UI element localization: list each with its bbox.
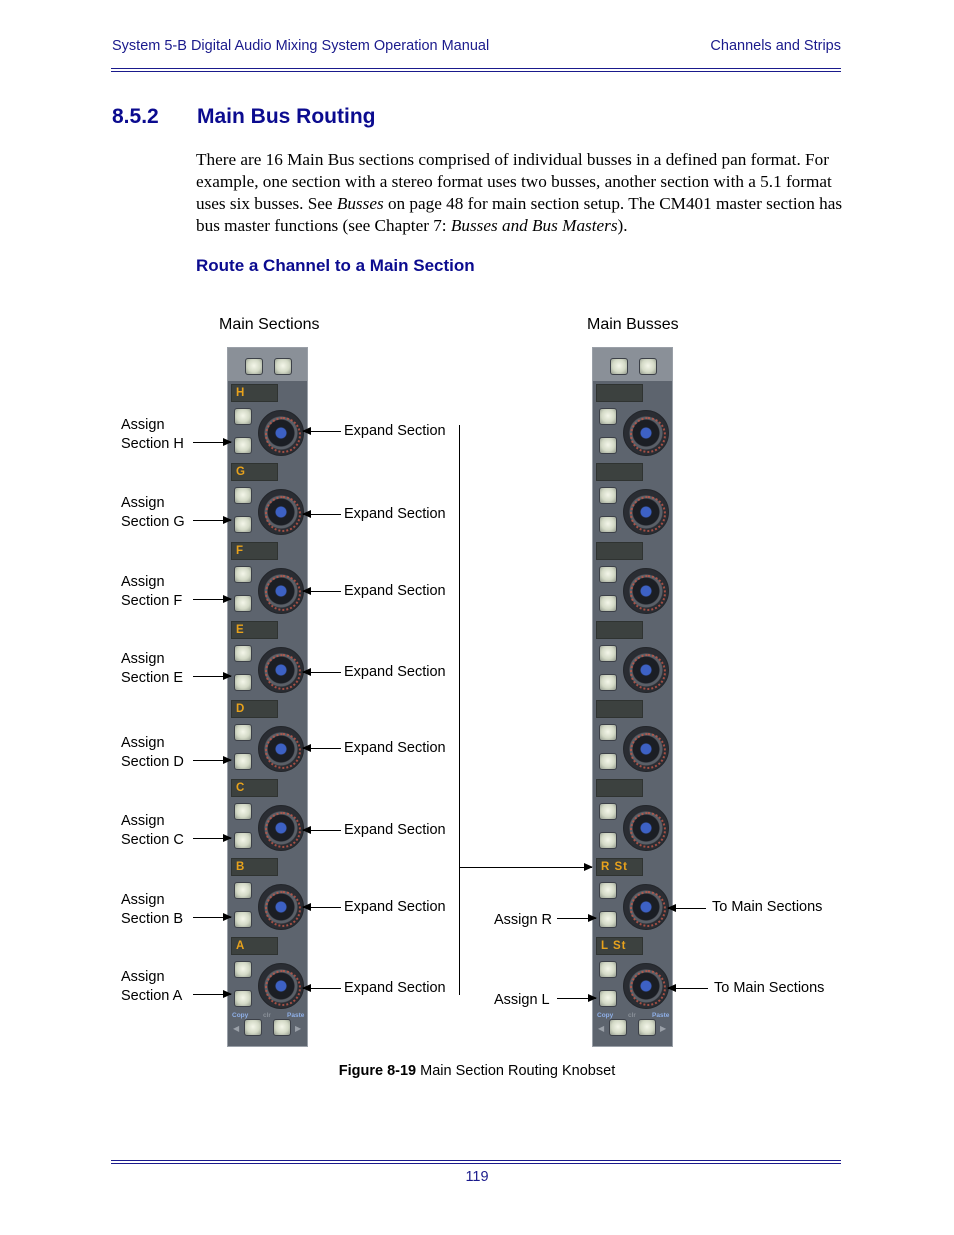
section-display: E	[231, 621, 278, 639]
header-rule	[111, 68, 841, 69]
header-rule	[111, 71, 841, 72]
section-knob[interactable]	[623, 568, 669, 614]
expand-section-label: Expand Section	[344, 423, 446, 439]
section-display: H	[231, 384, 278, 402]
assign-section-label: Assign Section F	[121, 574, 183, 609]
expand-section-label: Expand Section	[344, 980, 446, 996]
assign-arrow	[193, 599, 231, 600]
assign-button[interactable]	[234, 674, 252, 691]
right-arrow-icon: ▶	[295, 1024, 302, 1033]
assign-r-arrow	[557, 918, 596, 919]
assign-button[interactable]	[599, 832, 617, 849]
section-display: D	[231, 700, 278, 718]
assign-button[interactable]	[599, 516, 617, 533]
expand-section-label: Expand Section	[344, 664, 446, 680]
section-display: B	[231, 858, 278, 876]
assign-l-label: Assign L	[494, 992, 550, 1008]
section-display	[596, 621, 643, 639]
figure-title-main-sections: Main Sections	[219, 316, 320, 333]
footer-rule	[111, 1160, 841, 1161]
section-knob[interactable]	[623, 489, 669, 535]
section-display	[596, 463, 643, 481]
assign-arrow	[193, 838, 231, 839]
section-title: Main Bus Routing	[197, 105, 376, 128]
strip-top-button[interactable]	[245, 358, 263, 375]
assign-button[interactable]	[599, 990, 617, 1007]
assign-section-label: Assign Section H	[121, 417, 184, 452]
section-select-button[interactable]	[234, 724, 252, 741]
to-main-arrow	[668, 908, 706, 909]
section-knob[interactable]	[258, 489, 304, 535]
section-select-button[interactable]	[599, 724, 617, 741]
section-select-button[interactable]	[234, 566, 252, 583]
page-header-left: System 5-B Digital Audio Mixing System Operation Manual	[112, 38, 490, 54]
section-display: C	[231, 779, 278, 797]
expand-arrow	[303, 431, 341, 432]
assign-button[interactable]	[599, 753, 617, 770]
section-display: A	[231, 937, 278, 955]
assign-section-label: Assign Section D	[121, 735, 184, 770]
expand-arrow	[303, 748, 341, 749]
paste-label: Paste	[652, 1012, 670, 1019]
expand-arrow	[303, 672, 341, 673]
expand-arrow	[303, 591, 341, 592]
connector-arrow	[459, 867, 592, 868]
section-knob[interactable]	[258, 805, 304, 851]
section-knob[interactable]	[258, 647, 304, 693]
main-sections-strip	[227, 347, 308, 1047]
figure-caption: Figure 8-19 Main Section Routing Knobset	[338, 1063, 616, 1079]
section-select-button[interactable]	[234, 882, 252, 899]
assign-r-label: Assign R	[494, 912, 553, 928]
section-knob[interactable]	[623, 726, 669, 772]
section-knob[interactable]	[623, 805, 669, 851]
section-display: G	[231, 463, 278, 481]
expand-connector-line	[459, 425, 460, 995]
copy-label: Copy	[232, 1012, 249, 1019]
assign-arrow	[193, 442, 231, 443]
section-select-button[interactable]	[599, 566, 617, 583]
section-display: F	[231, 542, 278, 560]
section-select-button[interactable]	[234, 487, 252, 504]
section-select-button[interactable]	[234, 645, 252, 662]
strip-footer	[228, 1010, 307, 1046]
assign-section-label: Assign Section G	[121, 495, 185, 530]
to-main-sections-label: To Main Sections	[714, 980, 825, 996]
section-knob[interactable]	[623, 884, 669, 930]
expand-section-label: Expand Section	[344, 822, 446, 838]
section-knob[interactable]	[258, 884, 304, 930]
strip-footer	[593, 1010, 672, 1046]
expand-arrow	[303, 907, 341, 908]
section-display	[596, 384, 643, 402]
chapter-reference: Busses and Bus Masters	[450, 216, 618, 235]
strip-top-button[interactable]	[610, 358, 628, 375]
assign-button[interactable]	[234, 516, 252, 533]
expand-section-label: Expand Section	[344, 506, 446, 522]
expand-section-label: Expand Section	[344, 899, 446, 915]
assign-l-arrow	[557, 998, 596, 999]
section-display	[596, 542, 643, 560]
body-paragraph: There are 16 Main Bus sections comprised of individual busses in a defined pan format. For example, one section with a stereo format uses two busses, another section with a 5.1 format uses six busses. See Busses on page 48 for main section setup. The CM401 master section has bus master functions (see Chapter 7: Busses and Bus Masters).	[196, 150, 843, 235]
paste-button[interactable]	[273, 1019, 291, 1036]
copy-button[interactable]	[609, 1019, 627, 1036]
section-knob[interactable]	[258, 568, 304, 614]
section-display	[596, 700, 643, 718]
section-number: 8.5.2	[112, 105, 159, 128]
section-knob[interactable]	[623, 410, 669, 456]
assign-button[interactable]	[234, 595, 252, 612]
strip-top-button[interactable]	[639, 358, 657, 375]
strip-top-button[interactable]	[274, 358, 292, 375]
footer-rule	[111, 1163, 841, 1164]
copy-label: Copy	[597, 1012, 614, 1019]
expand-section-label: Expand Section	[344, 583, 446, 599]
page-number: 119	[465, 1169, 489, 1185]
assign-section-label: Assign Section A	[121, 969, 183, 1004]
assign-button[interactable]	[234, 753, 252, 770]
assign-button[interactable]	[234, 990, 252, 1007]
section-display: R St	[596, 858, 643, 876]
copy-button[interactable]	[244, 1019, 262, 1036]
paste-label: Paste	[287, 1012, 305, 1019]
assign-section-label: Assign Section C	[121, 813, 184, 848]
section-knob[interactable]	[258, 410, 304, 456]
assign-arrow	[193, 520, 231, 521]
to-main-sections-label: To Main Sections	[712, 899, 823, 915]
assign-arrow	[193, 760, 231, 761]
section-select-button[interactable]	[599, 487, 617, 504]
assign-button[interactable]	[234, 911, 252, 928]
section-knob[interactable]	[258, 726, 304, 772]
to-main-arrow	[668, 988, 708, 989]
section-select-button[interactable]	[234, 961, 252, 978]
section-display: L St	[596, 937, 643, 955]
left-arrow-icon: ◀	[233, 1024, 240, 1033]
section-knob[interactable]	[623, 647, 669, 693]
left-arrow-icon: ◀	[598, 1024, 605, 1033]
assign-button[interactable]	[599, 437, 617, 454]
paste-button[interactable]	[638, 1019, 656, 1036]
expand-arrow	[303, 830, 341, 831]
section-knob[interactable]	[623, 963, 669, 1009]
expand-arrow	[303, 988, 341, 989]
assign-button[interactable]	[599, 911, 617, 928]
clr-label: clr	[628, 1012, 636, 1019]
section-select-button[interactable]	[599, 803, 617, 820]
assign-arrow	[193, 676, 231, 677]
right-arrow-icon: ▶	[660, 1024, 667, 1033]
section-select-button[interactable]	[234, 408, 252, 425]
assign-button[interactable]	[234, 832, 252, 849]
assign-section-label: Assign Section B	[121, 892, 184, 927]
strip-top-panel	[228, 348, 307, 381]
assign-section-label: Assign Section E	[121, 651, 184, 686]
clr-label: clr	[263, 1012, 271, 1019]
section-display	[596, 779, 643, 797]
expand-arrow	[303, 514, 341, 515]
assign-button[interactable]	[234, 437, 252, 454]
section-select-button[interactable]	[599, 408, 617, 425]
busses-reference: Busses	[336, 194, 384, 213]
assign-arrow	[193, 994, 231, 995]
expand-section-label: Expand Section	[344, 740, 446, 756]
section-select-button[interactable]	[599, 645, 617, 662]
subheading: Route a Channel to a Main Section	[196, 256, 475, 275]
figure-title-main-busses: Main Busses	[587, 316, 679, 333]
section-select-button[interactable]	[234, 803, 252, 820]
assign-arrow	[193, 917, 231, 918]
page-header-right: Channels and Strips	[710, 38, 841, 54]
assign-button[interactable]	[599, 595, 617, 612]
strip-top-panel	[593, 348, 672, 381]
assign-button[interactable]	[599, 674, 617, 691]
section-select-button[interactable]	[599, 961, 617, 978]
section-knob[interactable]	[258, 963, 304, 1009]
section-select-button[interactable]	[599, 882, 617, 899]
main-busses-strip	[592, 347, 673, 1047]
